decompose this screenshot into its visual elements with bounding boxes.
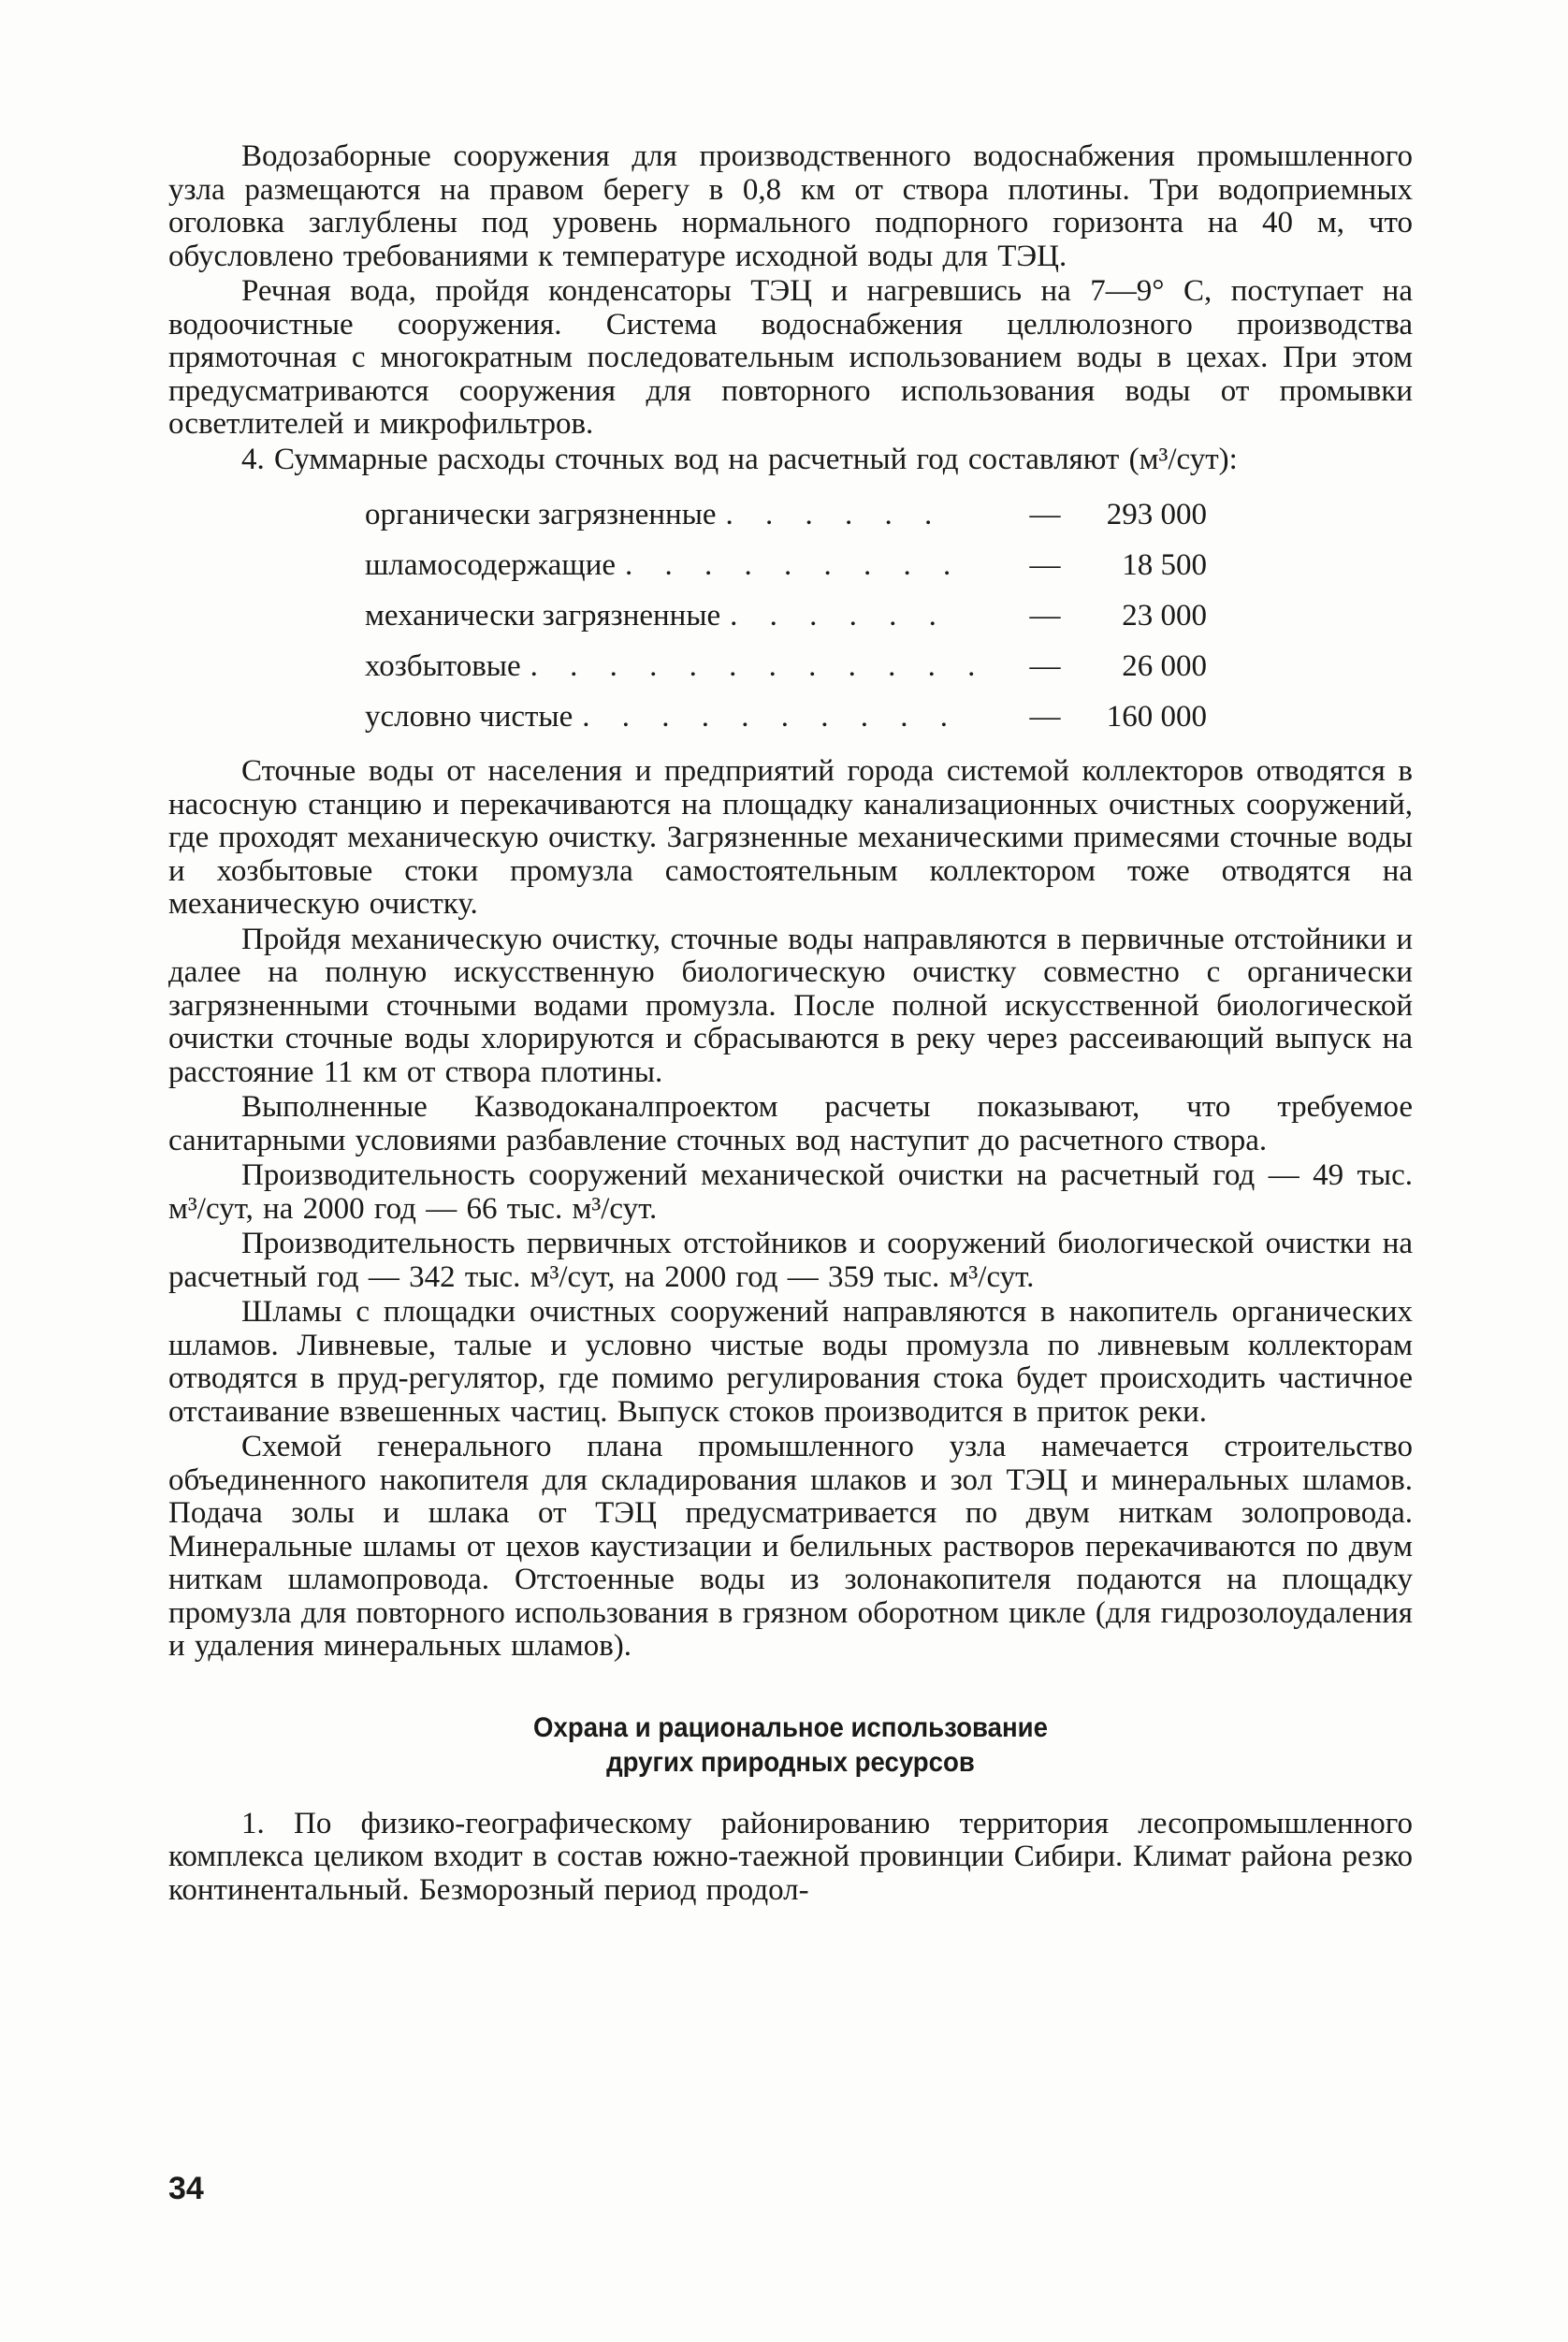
rate-label: шламосодержащие xyxy=(365,548,617,582)
rate-label: хозбытовые xyxy=(365,649,521,683)
paragraph-wastewater-totals-intro: 4. Суммарные расходы сточных вод на расчетный год составляют (м³/сут): xyxy=(241,442,1238,476)
rate-value: 160 000 xyxy=(1106,700,1207,734)
section-title-line: Охрана и рациональное использование xyxy=(533,1711,1048,1743)
section-title xyxy=(218,1710,1363,1780)
leader-dots: . . . . . . . . . . . . xyxy=(530,649,988,683)
paragraph-mechanical-capacity: Производительность сооружений механической очистки на расчетный год — 49 тыс. м³/сут, на 2000 год — 66 тыс. м³/сут. xyxy=(168,1158,1413,1226)
paragraph-water-intake: Водозаборные сооружения для производственного водоснабжения промышленного узла размещаются на правом берегу в 0,8 км от створа плотины. Три водоприемных оголовка заглублены под уровень нормального подпорного горизонта на 40 м, что обусловлено требованиями к температуре исходной воды для ТЭЦ. xyxy=(168,139,1413,273)
rate-row xyxy=(365,540,1207,590)
paragraph-physiographic: 1. По физико-географическому районированию территория лесопромышленного комплекса целиком входит в состав южно-таежной провинции Сибири. Климат района резко континентальный. Безморозный период продол- xyxy=(168,1806,1413,1907)
rate-row xyxy=(365,641,1207,691)
rate-value: 293 000 xyxy=(1106,498,1207,531)
rate-row xyxy=(365,691,1207,742)
page-number: 34 xyxy=(168,2171,204,2206)
rate-row xyxy=(365,489,1207,540)
paragraph-dilution-calculation: Выполненные Казводоканалпроектом расчеты показывают, что требуемое санитарными условиями разбавление сточных вод наступит до расчетного створа. xyxy=(168,1090,1413,1157)
rate-value: 18 500 xyxy=(1122,548,1207,582)
leader-dots: . . . . . . xyxy=(730,599,949,633)
rate-row xyxy=(365,590,1207,641)
rate-dash: — xyxy=(1029,498,1061,531)
leader-dots: . . . . . . . . . xyxy=(625,548,964,582)
rate-value: 23 000 xyxy=(1122,599,1207,633)
paragraph-river-water: Речная вода, пройдя конденсаторы ТЭЦ и нагревшись на 7—9° С, поступает на водоочистные сооружения. Система водоснабжения целлюлозного производства прямоточная с многократным последовательным использованием воды в цехах. При этом предусматриваются сооружения для повторного использования воды от промывки осветлителей и микрофильтров. xyxy=(168,274,1413,441)
rate-label: механически загрязненные xyxy=(365,599,721,633)
paragraph-sludge-storage: Шламы с площадки очистных сооружений направляются в накопитель органических шламов. Ливневые, талые и условно чистые воды промузла по ливневым коллекторам отводятся в пруд-регулятор, где помимо регулирования стока будет происходить частичное отстаивание взвешенных частиц. Выпуск стоков производится в приток реки. xyxy=(168,1295,1413,1429)
rate-label: органически загрязненные xyxy=(365,498,717,531)
rate-value: 26 000 xyxy=(1122,649,1207,683)
leader-dots: . . . . . . xyxy=(725,498,945,531)
paragraph-biological-capacity: Производительность первичных отстойников и сооружений биологической очистки на расчетный год — 342 тыс. м³/сут, на 2000 год — 359 тыс. м³/сут. xyxy=(168,1227,1413,1294)
paragraph-biological-treatment: Пройдя механическую очистку, сточные воды направляются в первичные отстойники и далее на полную искусственную биологическую очистку совместно с органически загрязненными сточными водами промузла. После полной искусственной биологической очистки сточные воды хлорируются и сбрасываются в реку через рассеивающий выпуск на расстояние 11 км от створа плотины. xyxy=(168,922,1413,1089)
rate-dash: — xyxy=(1029,599,1061,633)
rate-dash: — xyxy=(1029,700,1061,734)
rate-label: условно чистые xyxy=(365,700,573,734)
section-title-line: других природных ресурсов xyxy=(606,1746,975,1778)
paragraph-ash-storage: Схемой генерального плана промышленного узла намечается строительство объединенного накопителя для складирования шлаков и зол ТЭЦ и минеральных шламов. Подача золы и шлака от ТЭЦ предусматривается по двум ниткам золопровода. Минеральные шламы от цехов каустизации и белильных растворов перекачиваются по двум ниткам шламопровода. Отстоенные воды из золонакопителя подаются на площадку промузла для повторного использования в грязном оборотном цикле (для гидрозолоудаления и удаления минеральных шламов). xyxy=(168,1430,1413,1663)
paragraph-city-sewage: Сточные воды от населения и предприятий города системой коллекторов отводятся в насосную станцию и перекачиваются на площадку канализационных очистных сооружений, где проходят механическую очистку. Загрязненные механическими примесями сточные воды и хозбытовые стоки промузла самостоятельным коллектором тоже отводятся на механическую очистку. xyxy=(168,754,1413,921)
leader-dots: . . . . . . . . . . xyxy=(582,700,961,734)
rate-dash: — xyxy=(1029,548,1061,582)
rate-dash: — xyxy=(1029,649,1061,683)
page-body xyxy=(168,140,1413,1907)
wastewater-rates-list xyxy=(365,489,1207,742)
